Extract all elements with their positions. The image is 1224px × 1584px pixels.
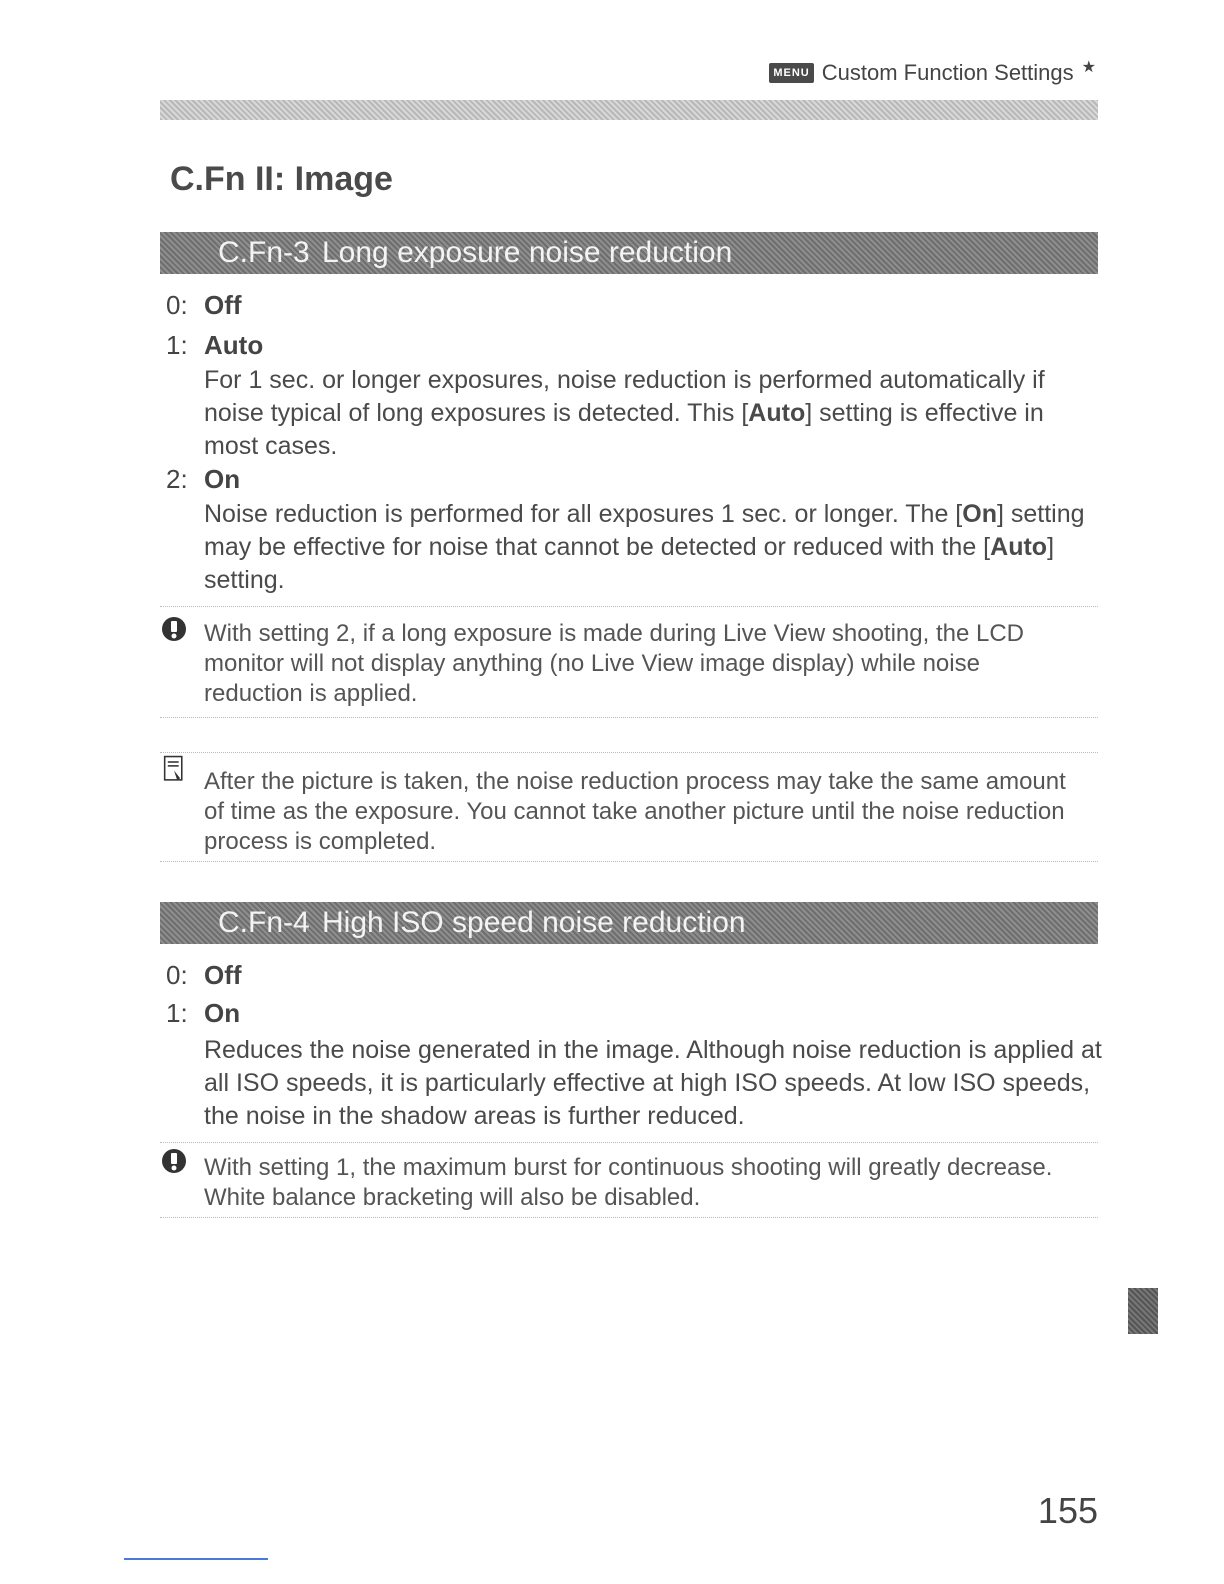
chapter-tab	[1128, 1288, 1158, 1334]
desc-text: ] setting.	[204, 533, 1055, 594]
star-mark: ★	[1081, 59, 1096, 76]
menu-icon: MENU	[769, 63, 813, 83]
fn4-caution-text: With setting 1, the maximum burst for continuous shooting will greatly decrease. White balance bracketing will also be disabled.	[204, 1154, 1053, 1211]
fn3-option-1	[166, 330, 263, 361]
header-bar	[160, 100, 1098, 120]
fn4-caution-note	[160, 1142, 1098, 1218]
option-label: Off	[204, 960, 242, 990]
option-label: On	[204, 998, 241, 1028]
desc-text: Noise reduction is performed for all exposures 1 sec. or longer. The [	[204, 500, 963, 528]
fn3-option-2	[166, 464, 240, 495]
desc-bold: On	[962, 500, 997, 528]
fn4-option-0	[166, 960, 242, 991]
fn4-name: High ISO speed noise reduction	[322, 906, 746, 939]
fn3-memo-note	[160, 752, 1098, 862]
fn3-code: C.Fn-3	[218, 236, 310, 269]
option-number: 0:	[166, 960, 188, 990]
desc-text: For 1 sec. or longer exposures, noise reduction is performed automatically if noise typical of long exposures is detected. This [	[204, 366, 1045, 427]
memo-icon	[160, 755, 188, 783]
option-number: 1:	[166, 998, 188, 1028]
option-label: On	[204, 464, 241, 494]
fn3-caution-text: With setting 2, if a long exposure is made during Live View shooting, the LCD monitor will not display anything (no Live View image display) while noise reduction is applied.	[204, 620, 1025, 707]
desc-text: ] setting is effective in most cases.	[204, 399, 1044, 460]
fn4-option-1-desc: Reduces the noise generated in the image. Although noise reduction is applied at all ISO speeds, it is particularly effective at high ISO speeds. At low ISO speeds, the noise in the shadow areas is further reduced.	[204, 1036, 1102, 1130]
fn4-code: C.Fn-4	[218, 906, 310, 939]
section-title: C.Fn II: Image	[170, 160, 393, 198]
option-number: 2:	[166, 464, 188, 494]
desc-bold: Auto	[990, 533, 1048, 561]
footer-line	[124, 1558, 268, 1560]
fn3-option-1-desc	[204, 364, 1104, 463]
fn3-title-bar	[160, 232, 1098, 274]
option-number: 1:	[166, 330, 188, 360]
caution-icon	[160, 1147, 188, 1175]
fn3-option-0	[166, 290, 242, 321]
fn3-option-2-desc	[204, 498, 1104, 597]
desc-bold: Auto	[748, 399, 806, 427]
fn3-caution-note	[160, 606, 1098, 718]
fn3-memo-text: After the picture is taken, the noise reduction process may take the same amount of time as the exposure. You cannot take another picture until the noise reduction process is completed.	[204, 768, 1066, 855]
fn4-option-1	[166, 998, 240, 1029]
fn4-title-bar	[160, 902, 1098, 944]
caution-icon	[160, 615, 188, 643]
option-number: 0:	[166, 290, 188, 320]
option-label: Off	[204, 290, 242, 320]
desc-text: ] setting may be effective for noise that cannot be detected or reduced with the [	[204, 500, 1085, 561]
running-header	[769, 60, 1096, 86]
page-number: 155	[1037, 1490, 1098, 1531]
fn3-name: Long exposure noise reduction	[322, 236, 733, 269]
option-label: Auto	[204, 330, 264, 360]
header-title: Custom Function Settings	[821, 60, 1074, 85]
